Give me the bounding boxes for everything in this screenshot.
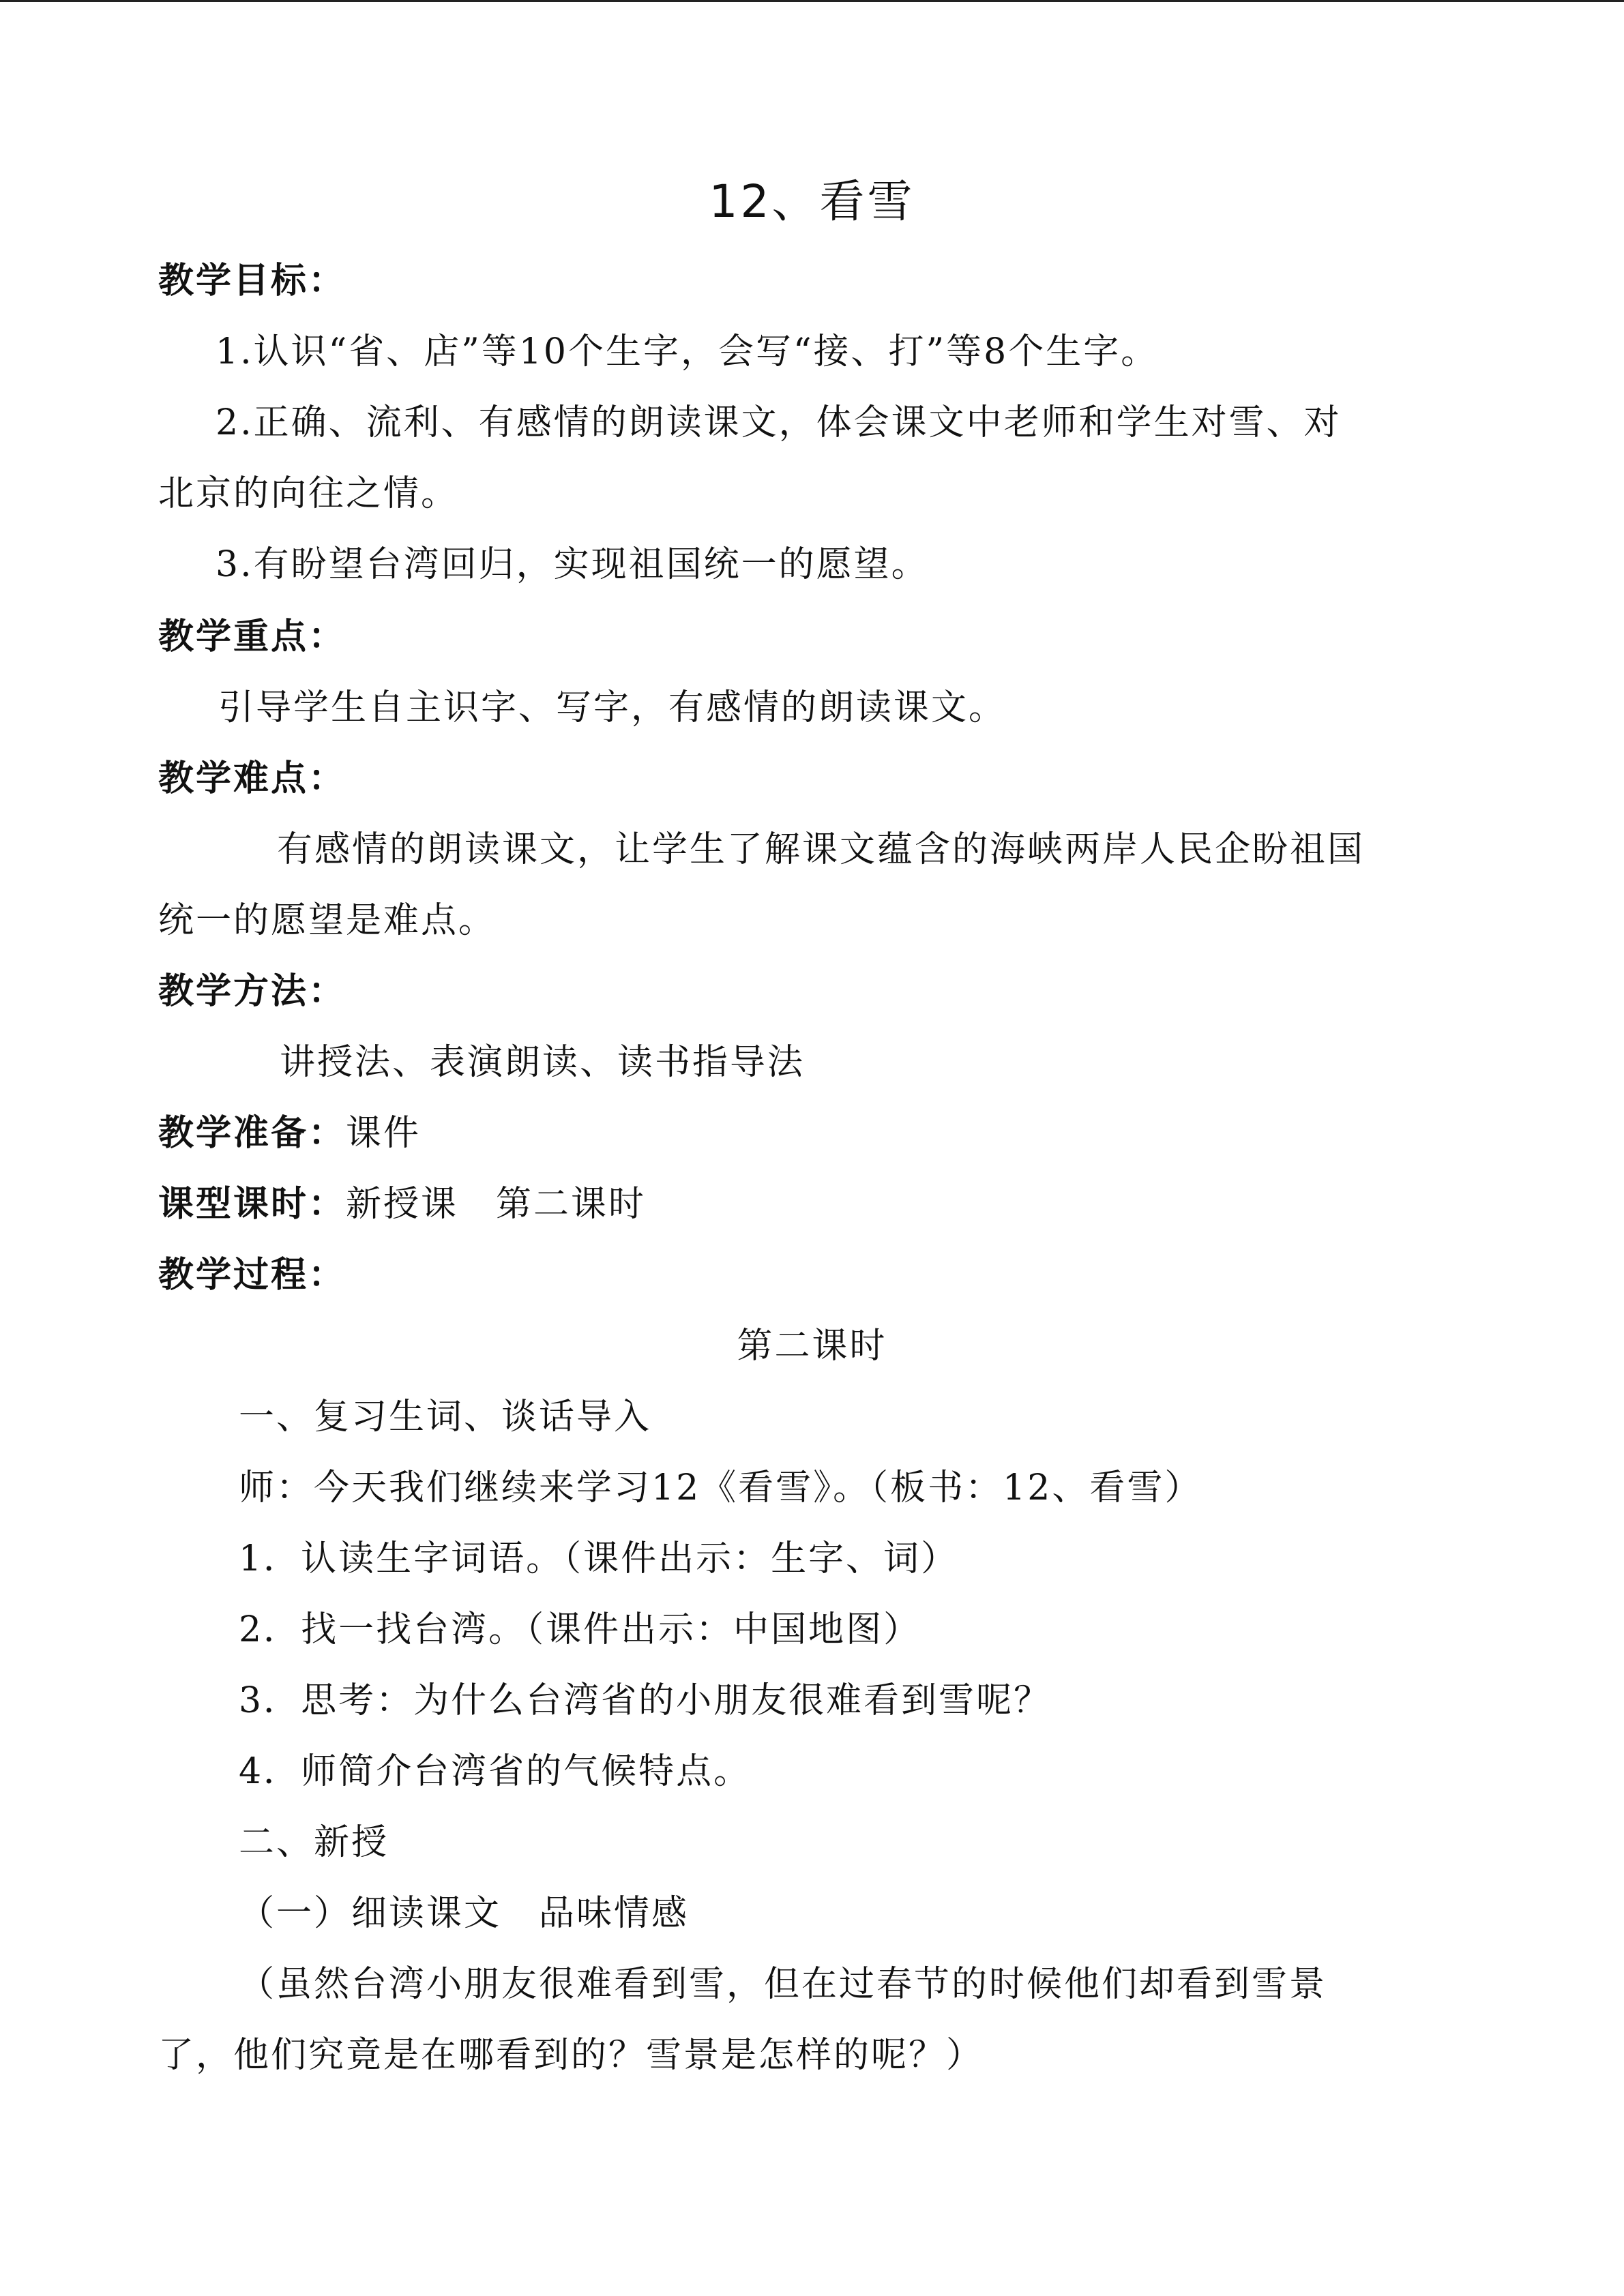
methods-heading: 教学方法： <box>158 971 346 1012</box>
preparation-text: 课件 <box>346 1113 422 1154</box>
page-title: 12、看雪 <box>709 175 915 228</box>
difficulties-line-2: 统一的愿望是难点。 <box>158 900 497 941</box>
key-points-heading: 教学重点： <box>158 616 346 657</box>
methods-text: 讲授法、表演朗读、读书指导法 <box>280 1042 806 1083</box>
key-points-text: 引导学生自主识字、写字，有感情的朗读课文。 <box>218 687 1007 728</box>
step-3: 3．思考：为什么台湾省的小朋友很难看到雪呢？ <box>239 1680 1052 1721</box>
difficulties-heading: 教学难点： <box>158 758 346 799</box>
preparation-row <box>158 1113 421 1154</box>
lesson-type-text: 新授课 第二课时 <box>346 1184 647 1225</box>
objective-item-2-line-2: 北京的向往之情。 <box>158 473 459 514</box>
part-1-title: 一、复习生词、谈话导入 <box>239 1397 652 1437</box>
objective-item-3: 3.有盼望台湾回归，实现祖国统一的愿望。 <box>216 544 929 585</box>
step-2: 2．找一找台湾。（课件出示：中国地图） <box>239 1609 921 1650</box>
difficulties-line-1: 有感情的朗读课文，让学生了解课文蕴含的海峡两岸人民企盼祖国 <box>277 829 1365 870</box>
lesson-type-heading: 课型课时： <box>158 1184 346 1225</box>
lesson-type-row <box>158 1184 646 1225</box>
step-1: 1．认读生字词语。（课件出示：生字、词） <box>239 1538 959 1579</box>
session-title: 第二课时 <box>737 1326 887 1367</box>
guiding-question-line-2: 了，他们究竟是在哪看到的？雪景是怎样的呢？） <box>158 2035 984 2076</box>
guiding-question-line-1: （虽然台湾小朋友很难看到雪，但在过春节的时候他们却看到雪景 <box>239 1964 1327 2005</box>
teacher-intro-line: 师：今天我们继续来学习12《看雪》。（板书：12、看雪） <box>239 1467 1202 1508</box>
part-2-title: 二、新授 <box>239 1822 389 1863</box>
process-heading: 教学过程： <box>158 1255 346 1296</box>
objectives-heading: 教学目标： <box>158 260 346 301</box>
preparation-heading: 教学准备： <box>158 1113 346 1154</box>
step-4: 4．师简介台湾省的气候特点。 <box>239 1751 752 1792</box>
page-top-border <box>0 0 1624 2</box>
sub-section-1-title: （一）细读课文 品味情感 <box>239 1893 690 1934</box>
objective-item-2-line-1: 2.正确、流利、有感情的朗读课文，体会课文中老师和学生对雪、对 <box>216 402 1342 443</box>
objective-item-1: 1.认识“省、店”等10个生字，会写“接、打”等8个生字。 <box>216 331 1159 372</box>
